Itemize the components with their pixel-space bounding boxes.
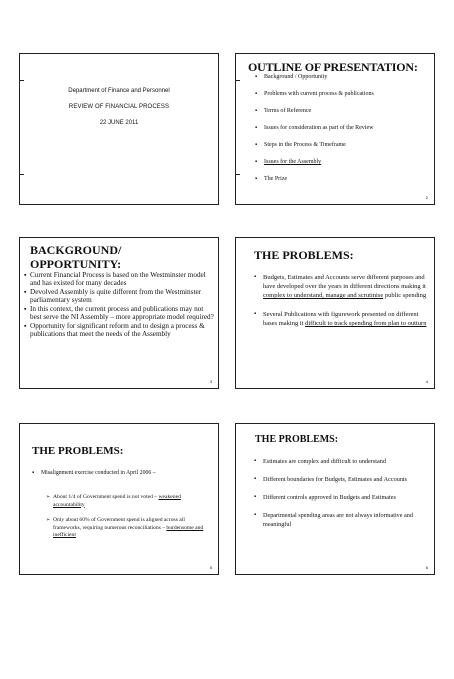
slide-title: OUTLINE OF PRESENTATION:: [248, 60, 418, 74]
list-item: ▪ Current Financial Process is based on the Westminster model and has existed for many decades: [24, 272, 214, 287]
list-item: ▪ Terms of Reference: [255, 108, 430, 114]
bullet-list: [255, 74, 430, 193]
list-item: ▪ Issues for consideration as part of the Review: [255, 125, 430, 131]
bullet-list: [254, 457, 432, 538]
department-name: Department of Finance and Personnel: [68, 88, 170, 94]
slide-number: 4: [425, 379, 428, 384]
item-text: About 1/4 of Government spend is not voted –: [53, 494, 159, 500]
sub-list-item: [48, 494, 208, 509]
slide-title: THE PROBLEMS:: [32, 445, 124, 457]
item-tail: public spending: [383, 292, 427, 299]
slide-2: [235, 53, 435, 205]
item-text: Only about 60% of Government spend is aligned across all frameworks, requiring numerous reconciliations –: [53, 517, 185, 531]
sub-list-item: [48, 517, 208, 540]
list-item: ▪ Different boundaries for Budgets, Estimates and Accounts: [254, 475, 432, 484]
border-tick: [20, 80, 24, 81]
slide-number: 3: [209, 379, 212, 384]
slide-number: 5: [209, 565, 212, 570]
bullet-list: [254, 273, 432, 338]
list-item: ▪ Opportunity for significant reform and to design a process & publications that meet the needs of the Assembly: [24, 323, 214, 338]
bullet-list: [32, 469, 212, 477]
slide-6: [235, 423, 435, 575]
list-item: ▪ Steps in the Process & Timeframe: [255, 142, 430, 148]
item-text: Budgets, Estimates and Accounts serve different purposes and have developed over the years in different directions making it: [263, 274, 426, 290]
list-item: [254, 273, 432, 300]
item-emphasis: weakened accountability: [53, 494, 181, 508]
bullet-list: [24, 272, 214, 340]
list-item: ▪ Issues for the Assembly: [255, 159, 430, 165]
slide-5: [19, 423, 219, 575]
sub-bullet-list: [48, 494, 208, 548]
item-text: Several Publications with figurework presented on different bases making it: [263, 311, 419, 327]
list-item: ▪ Estimates are complex and difficult to understand: [254, 457, 432, 466]
slide-title: BACKGROUND/ OPPORTUNITY:: [30, 243, 122, 271]
border-tick: [20, 174, 24, 175]
slide-1: [19, 53, 219, 205]
item-emphasis: difficult to track spending from plan to outturn: [305, 320, 427, 327]
presentation-date: 22 JUNE 2011: [99, 120, 139, 126]
list-item: ▪ Different controls approved in Budgets and Estimates: [254, 493, 432, 502]
list-item: ▪ Devolved Assembly is quite different from the Westminster parliamentary system: [24, 289, 214, 304]
slide-number: 6: [425, 565, 428, 570]
border-tick: [236, 80, 240, 81]
slide-title: THE PROBLEMS:: [255, 434, 339, 445]
border-tick: [236, 174, 240, 175]
list-item: ▪ Background / Opportunity: [255, 74, 430, 80]
slide-number: 2: [425, 195, 428, 200]
list-item: ▪ Departmental spending areas are not always informative and meaningful: [254, 511, 432, 529]
slide-4: [235, 237, 435, 389]
slide-3: [19, 237, 219, 389]
item-emphasis: burdensome and inefficient: [53, 524, 204, 538]
list-item: ▪ Problems with current process & publications: [255, 91, 430, 97]
list-item: ▪ In this context, the current process and publications may not best serve the NI Assembly – more appropriate model required?: [24, 306, 214, 321]
slide-title: THE PROBLEMS:: [254, 248, 354, 262]
list-item: ▪ Misalignment exercise conducted in April 2006 –: [32, 469, 212, 477]
presentation-title: REVIEW OF FINANCIAL PROCESS: [68, 104, 170, 110]
list-item: [254, 310, 432, 328]
list-item: ▪ The Prize: [255, 176, 430, 182]
item-emphasis: complex to understand, manage and scrutinise: [263, 292, 384, 299]
